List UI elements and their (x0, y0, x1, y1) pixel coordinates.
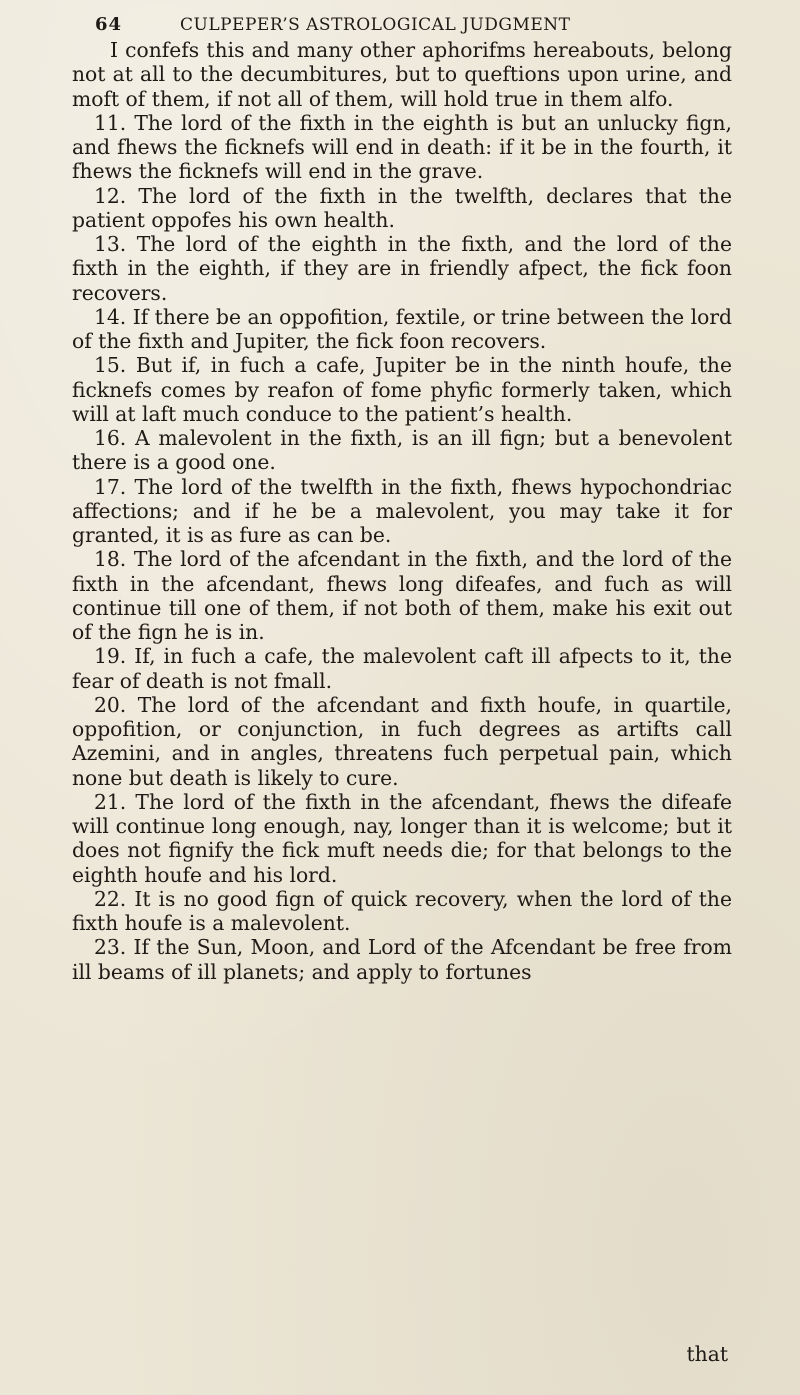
paragraph-intro: I confefs this and many other aphorifms hereabouts, belong not at all to the decumbitures, but to queftions upon urine, and moft of them, if not all of them, will hold true in them alfo. (72, 38, 732, 111)
aphorism-14: 14. If there be an oppofition, fextile, or trine between the lord of the fixth and Jupiter, the fick foon recovers. (72, 304, 732, 353)
body-text (72, 38, 732, 984)
page-number: 64 (95, 14, 123, 35)
aphorism-19: 19. If, in fuch a cafe, the malevolent caft ill afpects to it, the fear of death is not fmall. (72, 644, 732, 693)
aphorism-20: 20. The lord of the afcendant and fixth houfe, in quartile, oppofition, or conjunction, in fuch degrees as artifts call Azemini, and in angles, threatens fuch perpetual pain, which none but death is likely to cure. (72, 692, 732, 790)
aphorism-22: 22. It is no good fign of quick recovery, when the lord of the fixth houfe is a malevolent. (72, 886, 732, 935)
catchword: that (686, 1342, 728, 1366)
aphorism-18: 18. The lord of the afcendant in the fixth, and the lord of the fixth in the afcendant, fhews long difeafes, and fuch as will continue till one of them, if not both of them, make his exit out of the fign he is in. (72, 547, 732, 644)
running-head: CULPEPER’S ASTROLOGICAL JUDGMENT (180, 15, 571, 35)
aphorism-13: 13. The lord of the eighth in the fixth, and the lord of the fixth in the eighth, if they are in friendly afpect, the fick foon recovers. (72, 232, 732, 305)
aphorism-17: 17. The lord of the twelfth in the fixth, fhews hypochondriac affections; and if he be a malevolent, you may take it for granted, it is as fure as can be. (72, 474, 732, 547)
aphorism-15: 15. But if, in fuch a cafe, Jupiter be in the ninth houfe, the ficknefs comes by reafon of fome phyfic formerly taken, which will at laft much conduce to the patient’s health. (72, 353, 732, 426)
aphorism-23: 23. If the Sun, Moon, and Lord of the Afcendant be free from ill beams of ill planets; and apply to fortunes (72, 935, 732, 984)
aphorism-11: 11. The lord of the fixth in the eighth is but an unlucky fign, and fhews the ficknefs will end in death: if it be in the fourth, it fhews the ficknefs will end in the grave. (72, 110, 732, 184)
aphorism-16: 16. A malevolent in the fixth, is an ill fign; but a benevolent there is a good one. (72, 426, 732, 475)
aphorism-21: 21. The lord of the fixth in the afcendant, fhews the difeafe will continue long enough, nay, longer than it is welcome; but it does not fignify the fick muft needs die; for that belongs to the eighth houfe and his lord. (72, 789, 732, 887)
aphorism-12: 12. The lord of the fixth in the twelfth, declares that the patient oppofes his own health. (72, 183, 732, 232)
